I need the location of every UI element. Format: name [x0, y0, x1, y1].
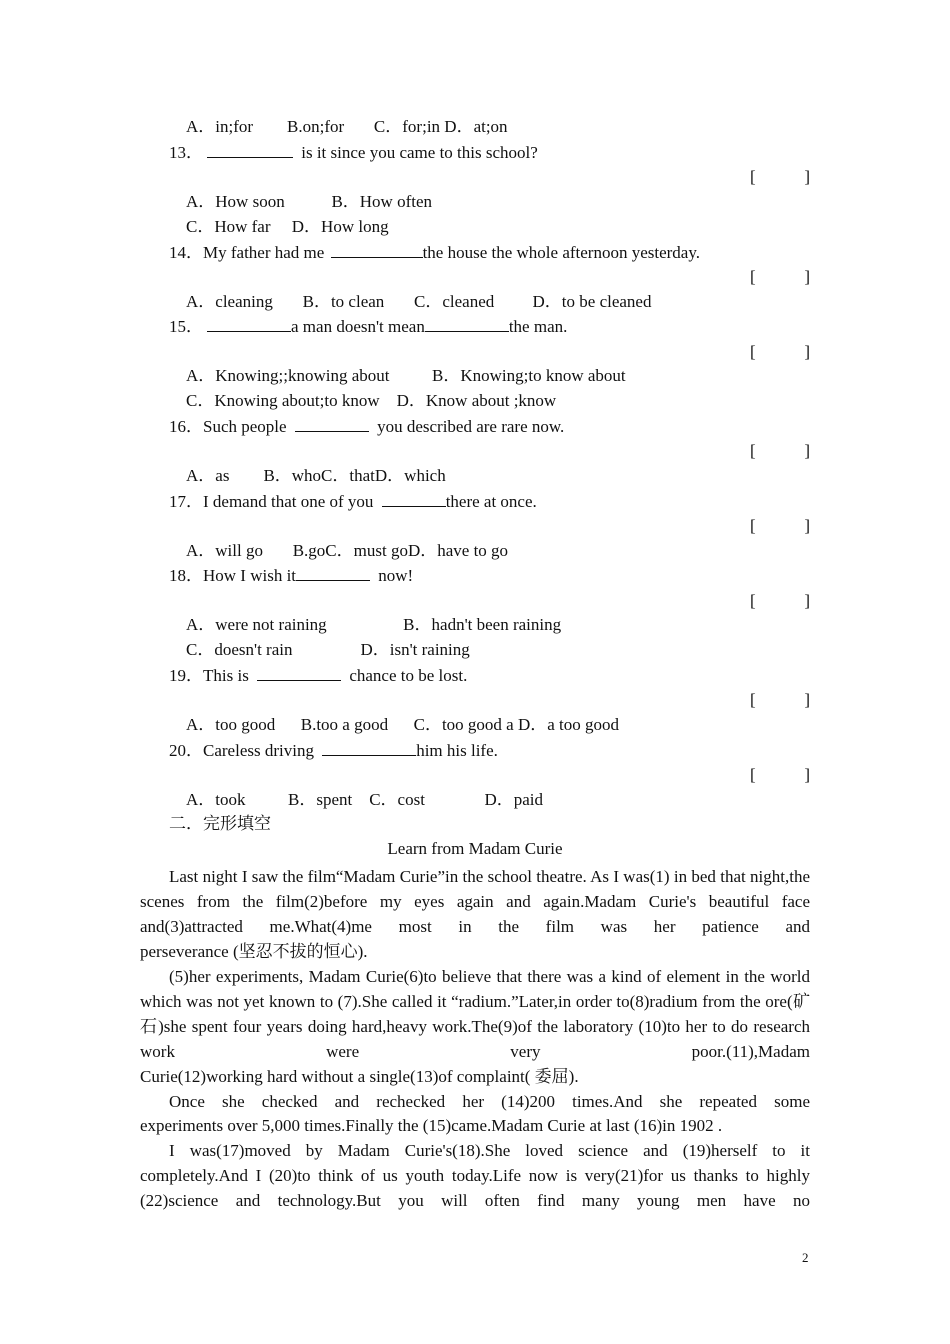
answer-bracket[interactable]: [ ] — [750, 441, 810, 460]
page-number: 2 — [802, 1250, 809, 1265]
passage-paragraph-3-end: experiments over 5,000 times.Finally the (15)came.Madam Curie at last (16)in 1902 . — [140, 1116, 723, 1135]
q15-options-2: C．Knowing about;to know D．Know about ;know — [186, 391, 557, 410]
q20-options: A．took B．spent C．cost D．paid — [186, 790, 543, 809]
answer-bracket[interactable]: [ ] — [750, 516, 810, 535]
question-19: 19．This is chance to be lost. — [169, 666, 468, 685]
question-16: 16．Such people you described are rare now. — [169, 417, 565, 436]
passage-paragraph-2-end: Curie(12)working hard without a single(13)of complaint( 委屈). — [140, 1067, 579, 1086]
passage-paragraph-2: (5)her experiments, Madam Curie(6)to believe that there was a kind of element in the world which was not yet known to (7).She called it “radium.”Later,in order to(8)radium from the ore(矿石)she spent four years doing hard,heavy work.The(9)of the laboratory (10)to her to do research work were very poor.(11),Madam — [140, 967, 810, 1061]
question-20: 20．Careless driving him his life. — [169, 741, 498, 760]
answer-bracket[interactable]: [ ] — [750, 591, 810, 610]
q14-options: A．cleaning B．to clean C．cleaned D．to be cleaned — [186, 292, 652, 311]
answer-blank[interactable] — [207, 142, 293, 158]
answer-bracket[interactable]: [ ] — [750, 167, 810, 186]
answer-blank[interactable] — [331, 242, 423, 258]
q12-options: A．in;for B.on;for C．for;in D．at;on — [186, 117, 508, 136]
q17-options: A．will go B.goC．must goD．have to go — [186, 541, 509, 560]
answer-blank[interactable] — [296, 565, 370, 581]
q16-options: A．as B．whoC．thatD．which — [186, 466, 446, 485]
question-17: 17．I demand that one of you there at once. — [169, 492, 537, 511]
answer-blank[interactable] — [425, 316, 509, 332]
answer-bracket[interactable]: [ ] — [750, 690, 810, 709]
answer-blank[interactable] — [257, 665, 341, 681]
answer-blank[interactable] — [322, 740, 416, 756]
answer-bracket[interactable]: [ ] — [750, 342, 810, 361]
passage-paragraph-1: Last night I saw the film“Madam Curie”in the school theatre. As I was(1) in bed that night,the scenes from the film(2)before my eyes again and again.Madam Curie's beautiful face and(3)attracted me.What(4)me most in the film was her patience and — [140, 867, 810, 936]
q18-options-2: C．doesn't rain D．isn't raining — [186, 640, 470, 659]
answer-blank[interactable] — [207, 316, 291, 332]
section-heading: 二．完形填空 — [169, 814, 271, 833]
q18-options-1: A．were not raining B．hadn't been raining — [186, 615, 562, 634]
question-14: 14．My father had me the house the whole afternoon yesterday. — [169, 243, 700, 262]
question-13: 13． is it since you came to this school? — [169, 143, 538, 162]
answer-bracket[interactable]: [ ] — [750, 267, 810, 286]
passage-paragraph-3: Once she checked and rechecked her (14)200 times.And she repeated some — [169, 1092, 810, 1111]
answer-bracket[interactable]: [ ] — [750, 765, 810, 784]
passage-paragraph-1-end: perseverance (坚忍不拔的恒心). — [140, 942, 368, 961]
question-15: 15． a man doesn't mean the man. — [169, 317, 568, 336]
answer-blank[interactable] — [295, 416, 369, 432]
q19-options: A．too good B.too a good C．too good a D．a too good — [186, 715, 620, 734]
passage-paragraph-4: I was(17)moved by Madam Curie's(18).She loved science and (19)herself to it completely.And I (20)to think of us youth today.Life now is very(21)for us thanks to highly (22)science and technology.But you will often find many young men have no — [140, 1141, 810, 1210]
q13-options-2: C．How far D．How long — [186, 217, 389, 236]
q15-options-1: A．Knowing;;knowing about B．Knowing;to know about — [186, 366, 626, 385]
passage-title: Learn from Madam Curie — [387, 839, 563, 858]
q13-options-1: A．How soon B．How often — [186, 192, 433, 211]
question-18: 18．How I wish it now! — [169, 566, 414, 585]
answer-blank[interactable] — [382, 491, 446, 507]
